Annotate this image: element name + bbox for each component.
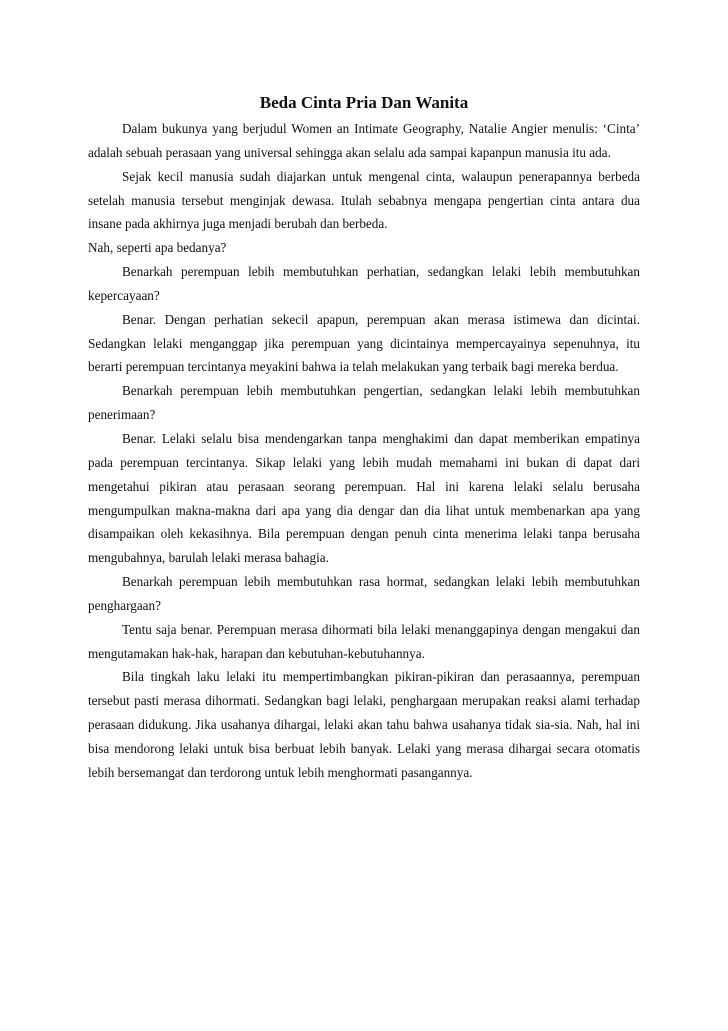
paragraph-question-intro: Nah, seperti apa bedanya? [88,240,227,256]
paragraph-conclusion: Bila tingkah laku lelaki itu mempertimbangkan pikiran-pikiran dan perasaannya, perempuan tersebut pasti merasa dihormati. Sedangkan bagi lelaki, penghargaan merupakan reaksi alami terhadap perasaan didukung. Jika usahanya dihargai, lelaki akan tahu bahwa usahanya tidak sia-sia. Nah, hal ini bisa mendorong lelaki untuk bisa berbuat lebih banyak. Lelaki yang merasa dihargai secara otomatis lebih bersemangat dan terdorong untuk lebih menghormati pasangannya. [88,669,640,780]
paragraph-question-understanding: Benarkah perempuan lebih membutuhkan pengertian, sedangkan lelaki lebih membutuhkan penerimaan? [88,383,640,423]
paragraph-question-respect: Benarkah perempuan lebih membutuhkan rasa hormat, sedangkan lelaki lebih membutuhkan penghargaan? [88,574,640,613]
paragraph-answer-understanding: Benar. Lelaki selalu bisa mendengarkan tanpa menghakimi dan dapat memberikan empatinya pada perempuan tercintanya. Sikap lelaki yang lebih mudah memahami ini bukan di dapat dari mengetahui pikiran atau perasaan seorang perempuan. Hal ini karena lelaki selalu berusaha mengumpulkan makna-makna dari apa yang dia dengar dan dia lihat untuk membenarkan apa yang disampaikan oleh kekasihnya. Bila perempuan dengan penuh cinta menerima lelaki tanpa berusaha mengubahnya, barulah lelaki merasa bahagia. [88,430,640,566]
document-title: Beda Cinta Pria Dan Wanita [259,93,469,112]
paragraph-childhood: Sejak kecil manusia sudah diajarkan untuk mengenal cinta, walaupun penerapannya berbeda setelah manusia tersebut menginjak dewasa. Itulah sebabnya mengapa pengertian cinta antara dua insane pada akhirnya juga menjadi berubah dan berbeda. [88,168,640,232]
paragraph-answer-attention: Benar. Dengan perhatian sekecil apapun, perempuan akan merasa istimewa dan dicintai. Sedangkan lelaki menganggap jika perempuan yang dicintainya mempercayainya sepenuhnya, itu berarti perempuan tercintanya meyakini bahwa ia telah melakukan yang terbaik bagi mereka berdua. [88,311,640,375]
paragraph-answer-respect: Tentu saja benar. Perempuan merasa dihormati bila lelaki menanggapinya dengan mengakui dan mengutamakan hak-hak, harapan dan kebutuhan-kebutuhannya. [88,621,640,661]
paragraph-question-attention: Benarkah perempuan lebih membutuhkan perhatian, sedangkan lelaki lebih membutuhkan kepercayaan? [88,264,640,303]
paragraph-intro: Dalam bukunya yang berjudul Women an Intimate Geography, Natalie Angier menulis: ‘Cinta’ adalah sebuah perasaan yang universal sehingga akan selalu ada sampai kapanpun manusia itu ada. [88,121,640,160]
document-body [88,93,640,785]
